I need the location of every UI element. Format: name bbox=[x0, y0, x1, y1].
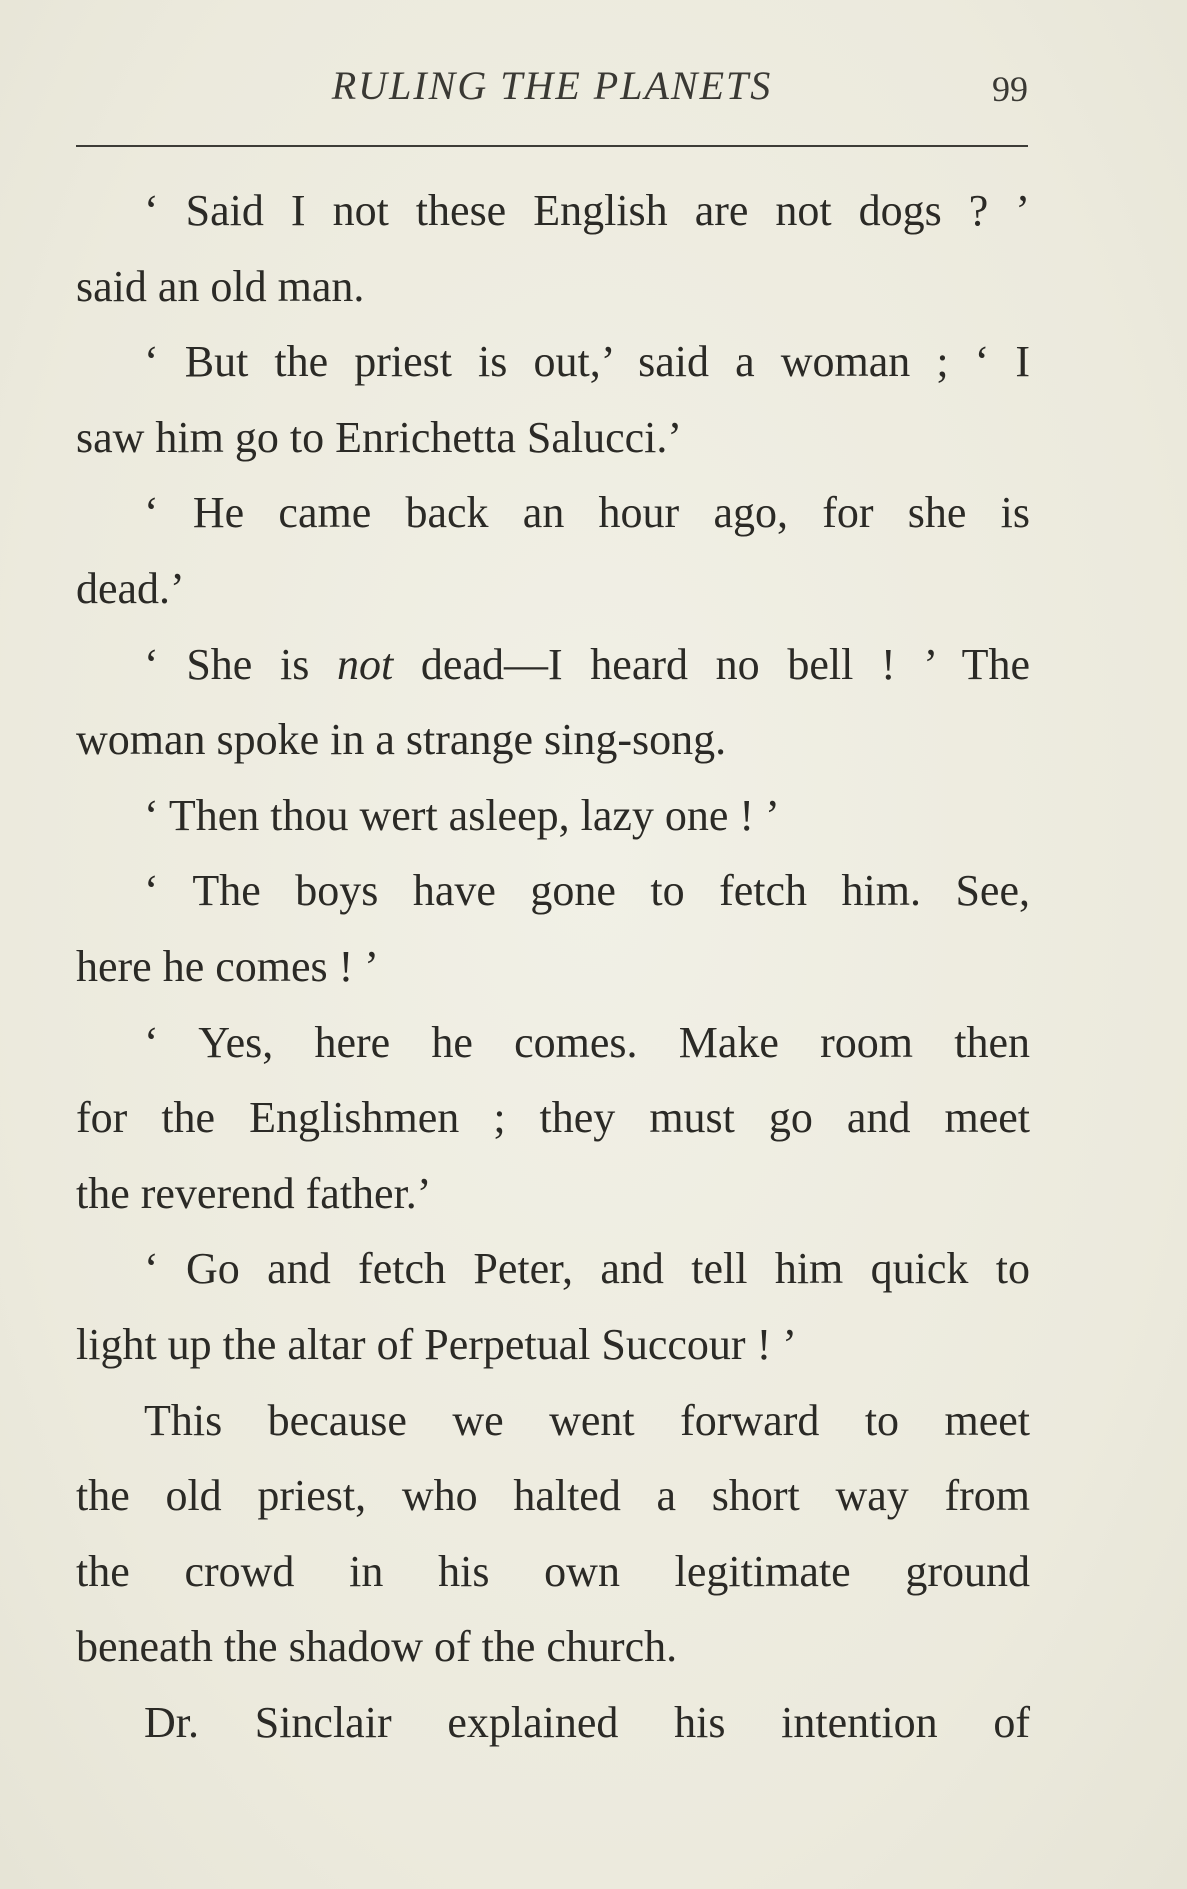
text-line: woman spoke in a strange sing-song. bbox=[76, 715, 727, 765]
text-line: ‘ She is not dead—I heard no bell ! ’ The bbox=[144, 639, 1030, 689]
text-line: ‘ But the priest is out,’ said a woman ; ‘ I bbox=[144, 337, 1030, 387]
text-line: ‘ Said I not these English are not dogs ? ’ bbox=[144, 186, 1030, 235]
text-line: ‘ Go and fetch Peter, and tell him quick to bbox=[144, 1244, 1030, 1294]
text-line: ‘ The boys have gone to fetch him. See, bbox=[144, 866, 1030, 916]
text-line: for the Englishmen ; they must go and meet bbox=[76, 1093, 1030, 1143]
text-line: saw him go to Enrichetta Salucci.’ bbox=[76, 412, 683, 462]
text-line: ‘ Then thou wert asleep, lazy one ! ’ bbox=[144, 790, 780, 840]
text-line: the old priest, who halted a short way from bbox=[76, 1471, 1030, 1521]
text-line: ‘ Yes, here he comes. Make room then bbox=[144, 1017, 1030, 1067]
text-line: ‘ He came back an hour ago, for she is bbox=[144, 488, 1030, 538]
text-line: dead.’ bbox=[76, 563, 185, 613]
text-line: light up the altar of Perpetual Succour ! ’ bbox=[76, 1319, 797, 1369]
header-rule bbox=[76, 145, 1028, 147]
running-title: RULING THE PLANETS bbox=[331, 63, 773, 108]
text-line: beneath the shadow of the church. bbox=[76, 1622, 678, 1672]
text-line: Dr. Sinclair explained his intention of bbox=[144, 1697, 1030, 1747]
emphasis-not: not bbox=[337, 639, 394, 689]
text-line: said an old man. bbox=[76, 261, 365, 311]
text-line: here he comes ! ’ bbox=[76, 941, 379, 991]
running-head bbox=[76, 62, 1028, 118]
text-line: the crowd in his own legitimate ground bbox=[76, 1546, 1030, 1596]
body-text bbox=[76, 173, 1030, 1760]
text-line: This because we went forward to meet bbox=[144, 1395, 1030, 1445]
text-line: the reverend father.’ bbox=[76, 1168, 432, 1218]
page-number: 99 bbox=[992, 69, 1028, 109]
